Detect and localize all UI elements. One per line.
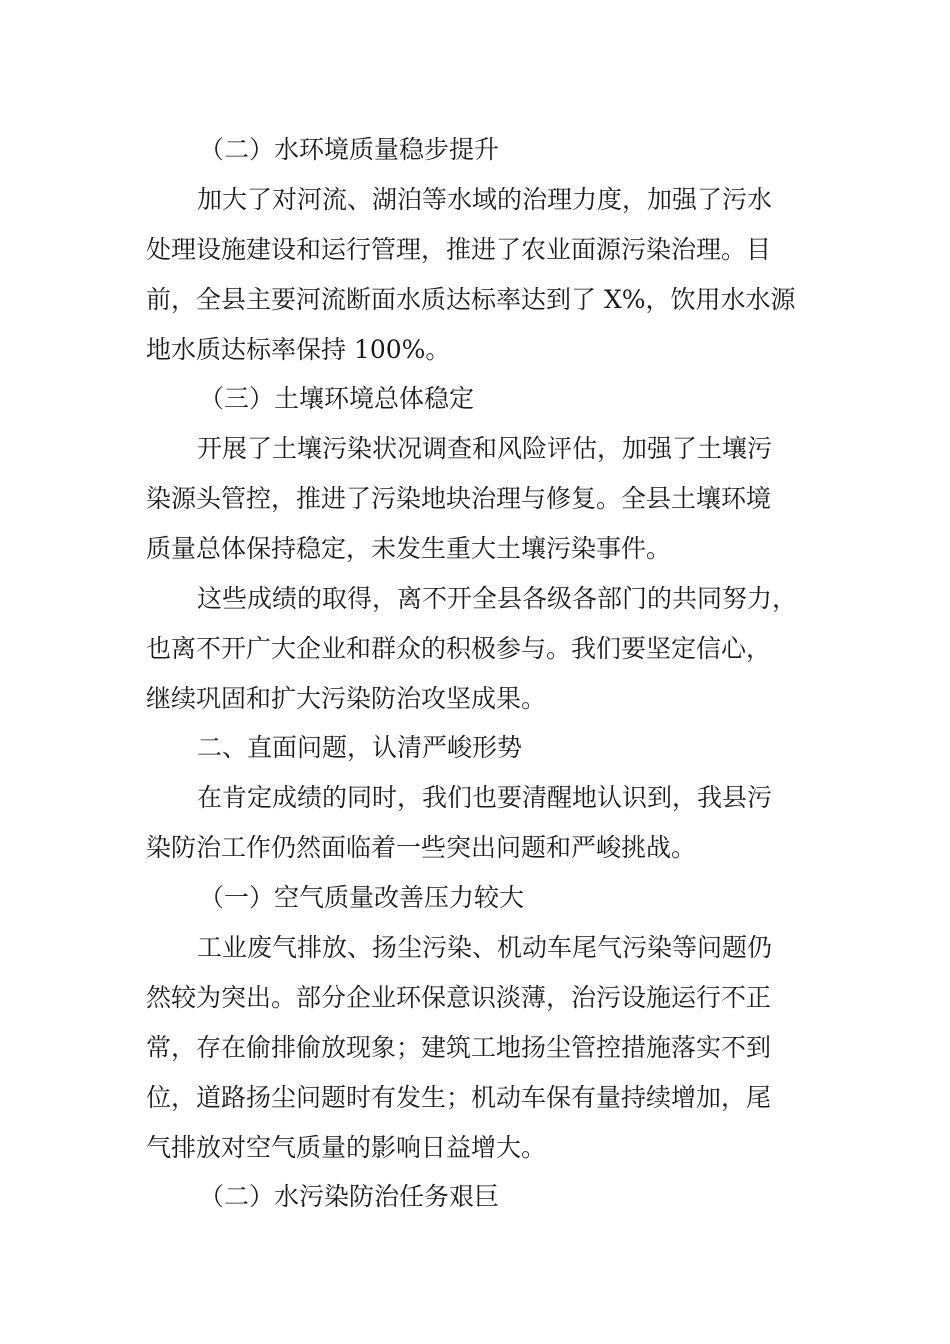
section-heading-soil-environment: （三）土壤环境总体稳定 [199, 384, 475, 413]
paragraph-line: 位，道路扬尘问题时有发生；机动车保有量持续增加，尾 [146, 1083, 772, 1112]
paragraph-line: 气排放对空气质量的影响日益增大。 [146, 1133, 547, 1162]
section-heading-face-problems: 二、直面问题，认清严峻形势 [197, 733, 523, 762]
section-heading-water-quality: （二）水环境质量稳步提升 [199, 135, 500, 164]
paragraph-line: 然较为突出。部分企业环保意识淡薄，治污设施运行不正 [146, 983, 772, 1012]
paragraph-line: 地水质达标率保持 100%。 [146, 335, 451, 364]
paragraph-line: 加大了对河流、湖泊等水域的治理力度，加强了污水 [197, 185, 773, 214]
paragraph-line: 继续巩固和扩大污染防治攻坚成果。 [146, 684, 547, 713]
paragraph-line: 染防治工作仍然面临着一些突出问题和严峻挑战。 [146, 833, 697, 862]
paragraph-line: 在肯定成绩的同时，我们也要清醒地认识到，我县污 [197, 783, 773, 812]
section-heading-air-quality: （一）空气质量改善压力较大 [199, 883, 525, 912]
paragraph-line: 常，存在偷排偷放现象；建筑工地扬尘管控措施落实不到 [146, 1033, 772, 1062]
section-heading-water-pollution: （二）水污染防治任务艰巨 [199, 1182, 500, 1211]
paragraph-line: 工业废气排放、扬尘污染、机动车尾气污染等问题仍 [197, 933, 773, 962]
paragraph-line: 染源头管控，推进了污染地块治理与修复。全县土壤环境 [146, 484, 772, 513]
paragraph-line: 也离不开广大企业和群众的积极参与。我们要坚定信心， [146, 634, 772, 663]
paragraph-line: 这些成绩的取得，离不开全县各级各部门的共同努力， [197, 584, 798, 613]
paragraph-line: 开展了土壤污染状况调查和风险评估，加强了土壤污 [197, 434, 773, 463]
paragraph-line: 处理设施建设和运行管理，推进了农业面源污染治理。目 [146, 235, 772, 264]
paragraph-line: 质量总体保持稳定，未发生重大土壤污染事件。 [146, 534, 672, 563]
paragraph-line: 前，全县主要河流断面水质达标率达到了 X%，饮用水水源 [146, 285, 796, 314]
